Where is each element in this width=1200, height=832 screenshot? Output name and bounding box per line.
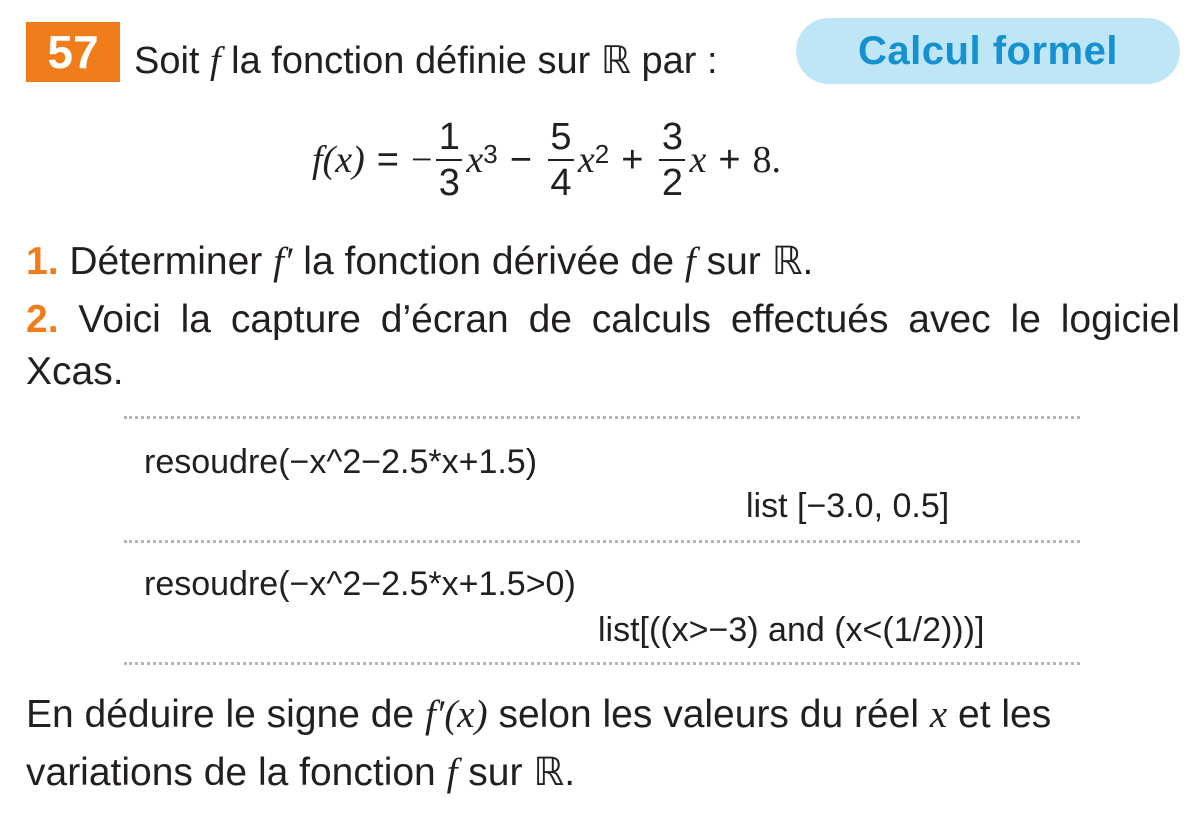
xcas-command-1: resoudre(−x^2−2.5*x+1.5) — [144, 443, 538, 481]
xcas-result-1: list [−3.0, 0.5] — [746, 487, 950, 525]
calcul-formel-badge: Calcul formel — [796, 18, 1180, 84]
question-1-real-set: ℝ — [771, 239, 803, 284]
conclusion-b: selon les valeurs du réel — [487, 693, 930, 736]
intro-text-3: par : — [630, 40, 718, 82]
formula-exponent-2: 2 — [594, 138, 610, 169]
conclusion-d: sur — [457, 751, 534, 794]
fraction-3-numerator: 3 — [661, 116, 684, 158]
conclusion-f: f — [446, 751, 458, 794]
formula-lhs: f(x) — [312, 139, 365, 181]
exercise-intro — [134, 34, 718, 87]
question-1-text-b: la fonction dérivée de — [292, 240, 685, 283]
conclusion-text — [26, 686, 1180, 802]
formula-term-2: x — [577, 139, 595, 181]
xcas-result-2: list[((x>−3) and (x<(1/2)))] — [598, 611, 985, 649]
conclusion-x: x — [929, 693, 948, 736]
intro-text-1: Soit — [134, 40, 211, 82]
conclusion-a: En déduire le signe de — [26, 693, 425, 736]
intro-text-2: la fonction définie sur — [220, 40, 601, 82]
question-1-text-d: . — [802, 240, 814, 283]
xcas-command-2: resoudre(−x^2−2.5*x+1.5>0) — [144, 565, 576, 603]
intro-real-set: ℝ — [600, 38, 631, 82]
question-1-fprime: f′ — [273, 240, 293, 283]
xcas-separator-middle — [124, 540, 1080, 543]
conclusion-real-set: ℝ — [533, 750, 565, 795]
function-formula — [312, 100, 781, 220]
fraction-2 — [548, 115, 574, 205]
question-1-number: 1. — [26, 240, 59, 283]
fraction-1-numerator: 1 — [438, 116, 460, 158]
question-2-number: 2. — [26, 298, 59, 341]
question-1-f: f — [684, 240, 696, 283]
formula-exponent-1: 3 — [483, 138, 498, 169]
formula-sign-4: + — [718, 138, 741, 181]
xcas-separator-bottom — [124, 662, 1080, 665]
intro-function-name: f — [210, 40, 221, 82]
conclusion-fprime-x: f′(x) — [424, 693, 488, 736]
formula-equals: = — [376, 138, 399, 181]
question-1 — [26, 236, 1180, 288]
fraction-1 — [436, 115, 462, 205]
formula-term-1: x — [466, 139, 484, 181]
question-2-text: Voici la capture d’écran de calculs effectués avec le logiciel Xcas. — [26, 298, 1180, 393]
fraction-2-denominator: 4 — [550, 162, 572, 204]
fraction-3 — [659, 115, 685, 205]
formula-term-3: x — [689, 139, 707, 181]
conclusion-c: et les variations de la fonction — [26, 693, 1052, 794]
formula-sign-2: − — [509, 138, 532, 181]
exercise-number: 57 — [26, 22, 120, 82]
formula-sign-3: + — [621, 138, 644, 181]
fraction-1-denominator: 3 — [438, 162, 460, 204]
conclusion-e: . — [564, 751, 576, 794]
fraction-2-numerator: 5 — [550, 116, 572, 158]
fraction-3-denominator: 2 — [661, 162, 684, 204]
xcas-separator-top — [124, 416, 1080, 419]
formula-constant: 8. — [752, 139, 782, 181]
formula-sign-1: − — [410, 139, 433, 181]
question-1-text-c: sur — [695, 240, 772, 283]
question-1-text-a: Déterminer — [58, 240, 274, 283]
question-2 — [26, 294, 1180, 398]
